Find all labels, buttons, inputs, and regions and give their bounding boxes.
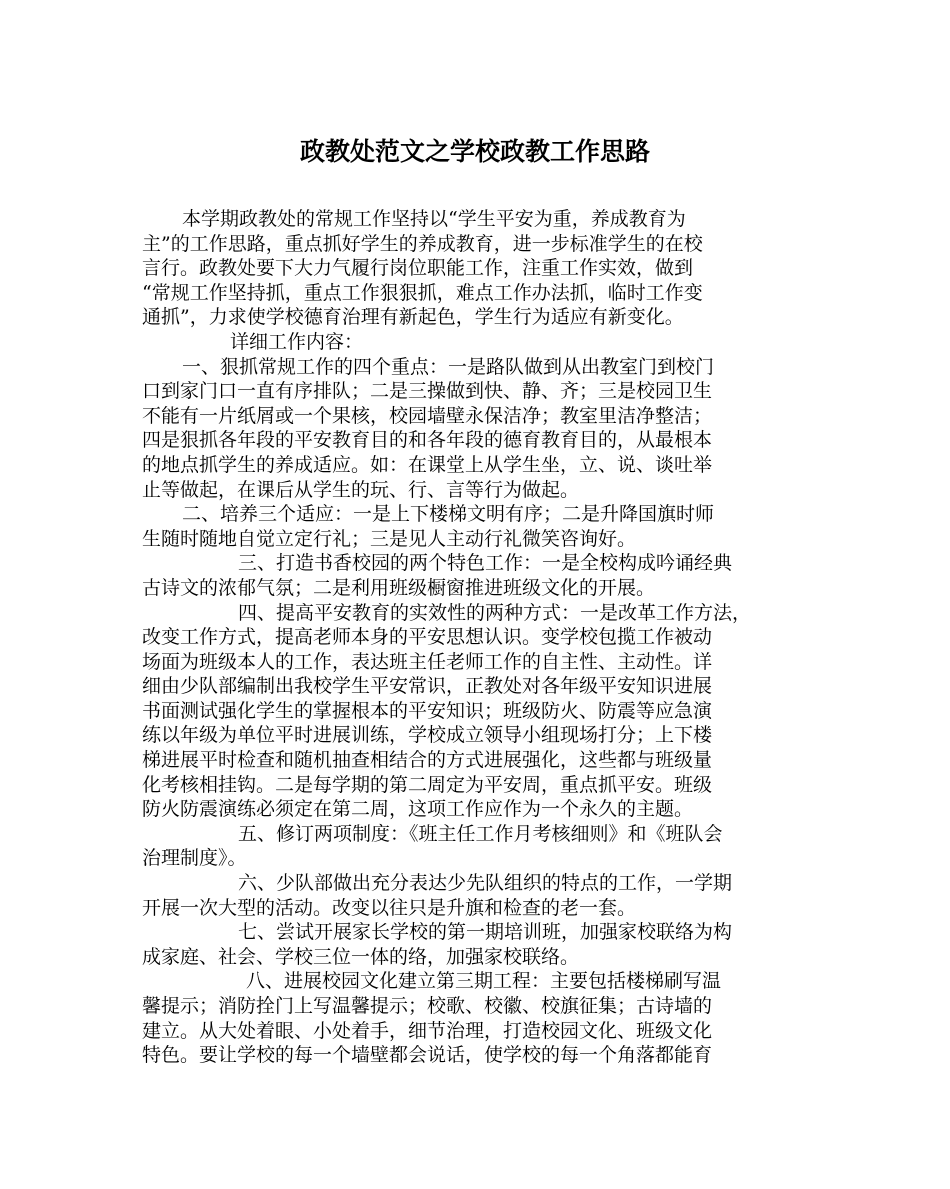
paragraph-line: 六、少队部做出充分表达少先队组织的特点的工作，一学期: [238, 872, 733, 895]
paragraph-line: 的地点抓学生的养成适应。如：在课堂上从学生坐，立、说、谈吐举: [142, 453, 713, 476]
document-body: [142, 207, 822, 1068]
paragraph-line: 七、尝试开展家长学校的第一期培训班，加强家校联络为构: [238, 921, 733, 944]
paragraph-line: 建立。从大处着眼、小处着手，细节治理，打造校园文化、班级文化: [142, 1019, 713, 1042]
paragraph-line: 场面为班级本人的工作，表达班主任老师工作的自主性、主动性。详: [142, 650, 713, 673]
paragraph-line: 不能有一片纸屑或一个果核，校园墙壁永保洁净；教室里洁净整洁；: [142, 404, 713, 427]
paragraph-line: 防火防震演练必须定在第二周，这项工作应作为一个永久的主题。: [142, 798, 694, 821]
paragraph-line: 本学期政教处的常规工作坚持以“学生平安为重，养成教育为: [182, 208, 686, 230]
paragraph-line: 言行。政教处要下大力气履行岗位职能工作，注重工作实效，做到: [142, 257, 694, 280]
paragraph-line: 梯进展平时检查和随机抽查相结合的方式进展强化，这些都与班级量: [142, 749, 713, 772]
paragraph-line: 细由少队部编制出我校学生平安常识，正教处对各年级平安知识进展: [142, 675, 713, 698]
paragraph-line: 止等做起，在课后从学生的玩、行、言等行为做起。: [142, 478, 580, 501]
paragraph-line: 馨提示；消防拴门上写温馨提示；校歌、校徽、校旗征集；古诗墙的: [142, 995, 713, 1017]
paragraph-line: 八、进展校园文化建立第三期工程：主要包括楼梯刷写温: [246, 970, 722, 993]
paragraph-line: 四是狠抓各年段的平安教育目的和各年段的德育教育目的，从最根本: [142, 429, 713, 452]
paragraph-line: 主”的工作思路，重点抓好学生的养成教育，进一步标准学生的在校: [142, 232, 703, 255]
paragraph-line: 开展一次大型的活动。改变以往只是升旗和检查的老一套。: [142, 896, 637, 919]
paragraph-line: 化考核相挂钩。二是每学期的第二周定为平安周，重点抓平安。班级: [142, 773, 713, 796]
paragraph-line: 成家庭、社会、学校三位一体的络，加强家校联络。: [142, 945, 580, 968]
paragraph-line: 五、修订两项制度：《班主任工作月考核细则》和《班队会: [238, 822, 723, 845]
paragraph-line: 口到家门口一直有序排队；二是三操做到快、静、齐；三是校园卫生: [142, 380, 713, 403]
paragraph-line: 古诗文的浓郁气氛；二是利用班级橱窗推进班级文化的开展。: [142, 576, 656, 599]
paragraph-line: 治理制度》。: [142, 847, 247, 870]
paragraph-line: 特色。要让学校的每一个墙壁都会说话，使学校的每一个角落都能育: [142, 1044, 713, 1067]
paragraph-line: 三、打造书香校园的两个特色工作：一是全校构成吟诵经典: [238, 552, 733, 575]
paragraph-line: 一、狠抓常规工作的四个重点：一是路队做到从出教室门到校门: [182, 355, 715, 378]
paragraph-line: 四、提高平安教育的实效性的两种方式：一是改革工作方法，: [238, 601, 752, 624]
paragraph-line: 生随时随地自觉立定行礼；三是见人主动行礼微笑咨询好。: [142, 527, 637, 550]
document-title: 政教处范文之学校政教工作思路: [299, 137, 650, 166]
paragraph-line: 改变工作方式，提高老师本身的平安思想认识。变学校包揽工作被动: [142, 626, 713, 649]
paragraph-line: 通抓”，力求使学校德育治理有新起色，学生行为适应有新变化。: [142, 306, 684, 329]
paragraph-line: 书面测试强化学生的掌握根本的平安知识；班级防火、防震等应急演: [142, 699, 713, 722]
section-heading: 详细工作内容：: [230, 330, 364, 353]
paragraph-line: 练以年级为单位平时进展训练，学校成立领导小组现场打分；上下楼: [142, 724, 713, 747]
paragraph-line: 二、培养三个适应：一是上下楼梯文明有序；二是升降国旗时师: [182, 503, 715, 526]
paragraph-line: “常规工作坚持抓，重点工作狠狠抓，难点工作办法抓，临时工作变: [142, 281, 703, 304]
